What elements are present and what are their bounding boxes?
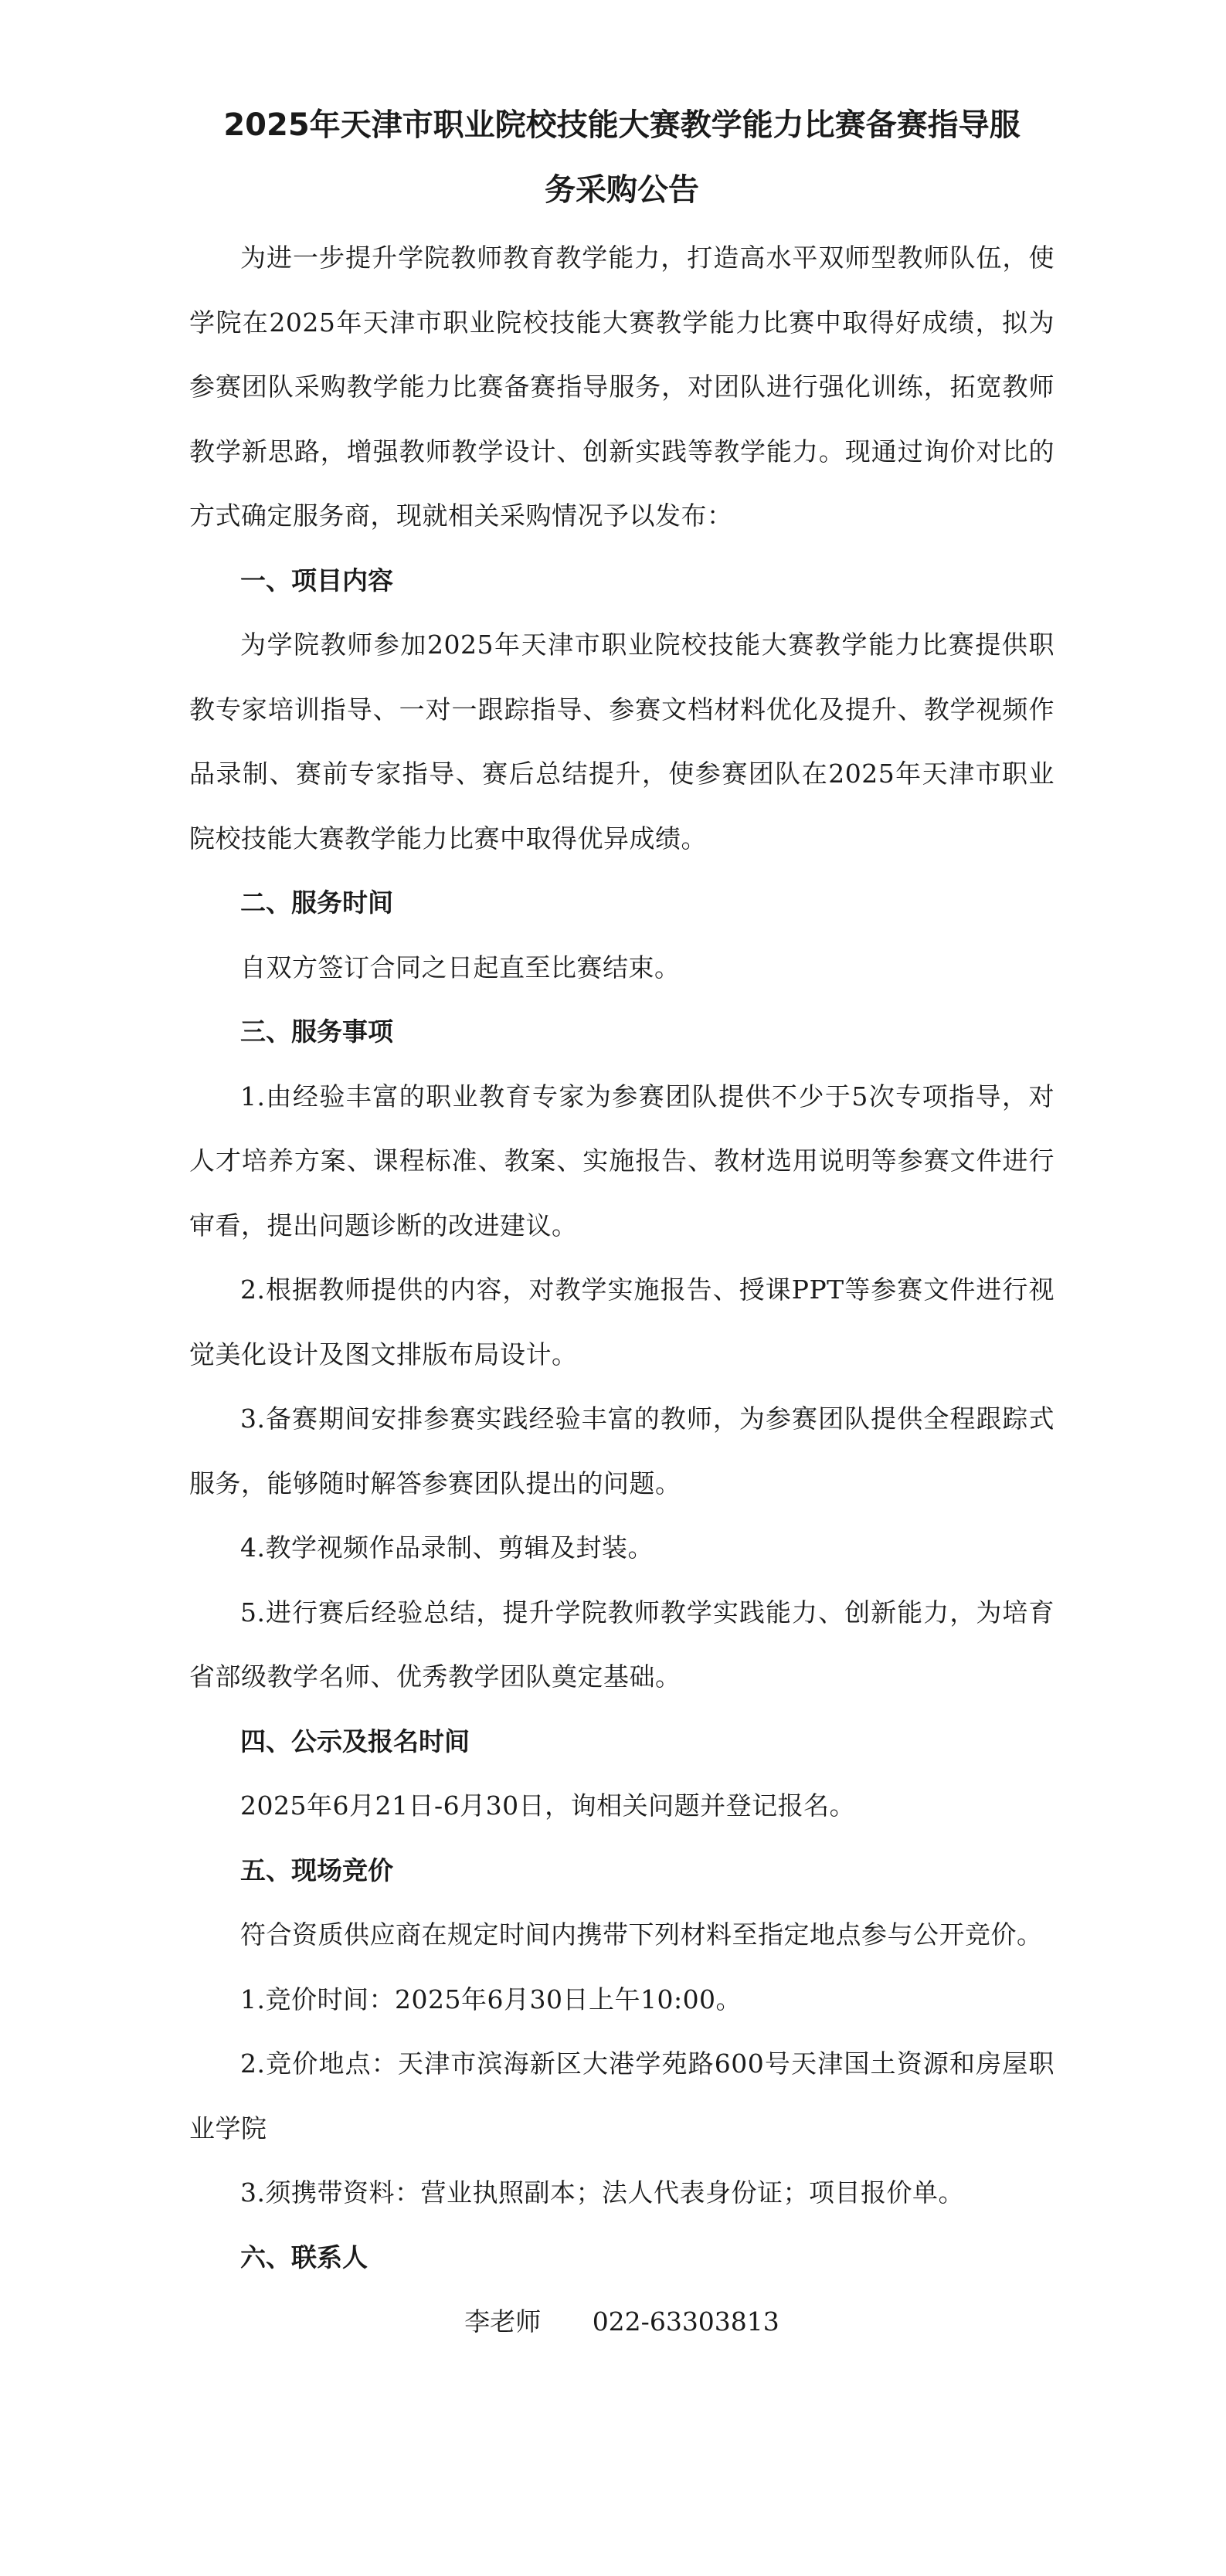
service-item-5: 5.进行赛后经验总结，提升学院教师教学实践能力、创新能力，为培育省部级教学名师、优秀教学团队奠定基础。 [189, 1597, 1054, 1692]
service-item-4: 4.教学视频作品录制、剪辑及封装。 [240, 1532, 654, 1563]
service-item-2: 2.根据教师提供的内容，对教学实施报告、授课PPT等参赛文件进行视觉美化设计及图文排版布局设计。 [189, 1274, 1054, 1369]
bidding-location: 2.竞价地点：天津市滨海新区大港学苑路600号天津国土资源和房屋职业学院 [189, 2048, 1054, 2143]
contact-name: 李老师 [464, 2306, 542, 2337]
section-heading-service-time: 二、服务时间 [240, 888, 393, 918]
service-time-paragraph: 自双方签订合同之日起直至比赛结束。 [240, 952, 681, 983]
section-heading-registration-time: 四、公示及报名时间 [240, 1726, 470, 1756]
contact-line [189, 2289, 1054, 2354]
registration-time-paragraph: 2025年6月21日-6月30日，询相关问题并登记报名。 [240, 1790, 856, 1821]
title-line-1: 2025年天津市职业院校技能大赛教学能力比赛备赛指导服 [223, 107, 1021, 143]
bidding-time: 1.竞价时间：2025年6月30日上午10:00。 [240, 1984, 742, 2014]
required-documents: 3.须携带资料：营业执照副本；法人代表身份证；项目报价单。 [240, 2177, 964, 2208]
document-title [189, 93, 1054, 222]
announcement-document [189, 93, 1054, 2354]
service-item-1: 1.由经验丰富的职业教育专家为参赛团队提供不少于5次专项指导，对人才培养方案、课程标准、教案、实施报告、教材选用说明等参赛文件进行审看，提出问题诊断的改进建议。 [189, 1081, 1054, 1240]
intro-paragraph: 为进一步提升学院教师教育教学能力，打造高水平双师型教师队伍，使学院在2025年天津市职业院校技能大赛教学能力比赛中取得好成绩，拟为参赛团队采购教学能力比赛备赛指导服务，对团队进行强化训练，拓宽教师教学新思路，增强教师教学设计、创新实践等教学能力。现通过询价对比的方式确定服务商，现就相关采购情况予以发布： [189, 243, 1054, 531]
section-heading-service-items: 三、服务事项 [240, 1016, 393, 1047]
project-content-paragraph: 为学院教师参加2025年天津市职业院校技能大赛教学能力比赛提供职教专家培训指导、一对一跟踪指导、参赛文档材料优化及提升、教学视频作品录制、赛前专家指导、赛后总结提升，使参赛团队在2025年天津市职业院校技能大赛教学能力比赛中取得优异成绩。 [189, 630, 1054, 854]
contact-phone: 022-63303813 [592, 2306, 779, 2337]
service-item-3: 3.备赛期间安排参赛实践经验丰富的教师，为参赛团队提供全程跟踪式服务，能够随时解答参赛团队提出的问题。 [189, 1403, 1054, 1498]
section-heading-contact: 六、联系人 [240, 2242, 368, 2272]
section-heading-onsite-bidding: 五、现场竞价 [240, 1855, 393, 1885]
section-heading-project-content: 一、项目内容 [240, 565, 393, 596]
onsite-bidding-paragraph: 符合资质供应商在规定时间内携带下列材料至指定地点参与公开竞价。 [240, 1919, 1043, 1950]
title-line-2: 务采购公告 [545, 172, 699, 208]
